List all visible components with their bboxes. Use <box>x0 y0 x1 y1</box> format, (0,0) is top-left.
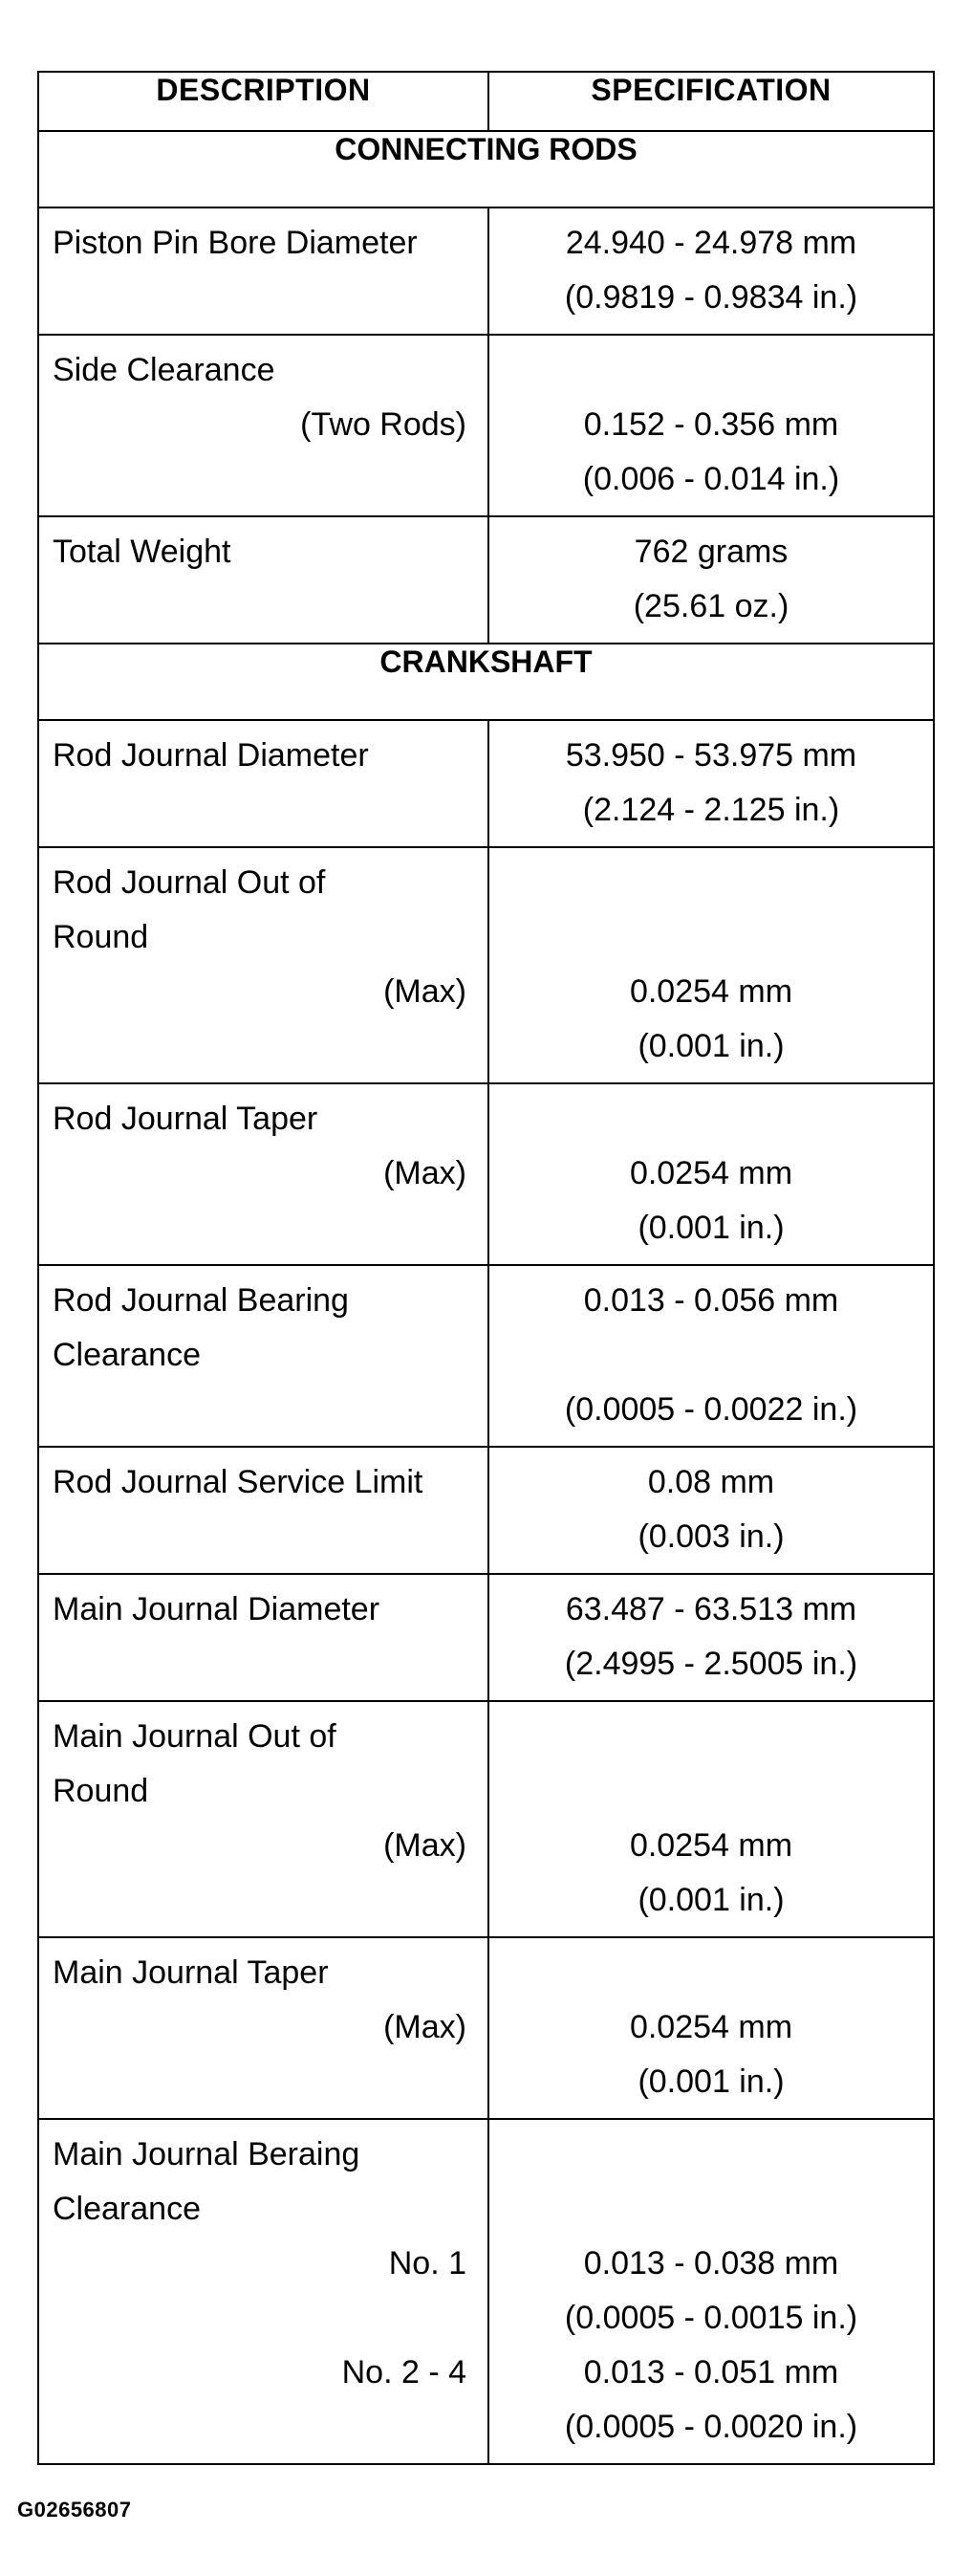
description-line: Round <box>53 1773 149 1809</box>
specification-line: (0.0005 - 0.0022 in.) <box>564 1391 858 1428</box>
table-header-row <box>38 72 934 131</box>
specification-line <box>489 1764 933 1819</box>
specification-cell <box>488 1447 934 1574</box>
description-cell <box>38 1447 488 1574</box>
description-line: Piston Pin Bore Diameter <box>53 225 418 261</box>
description-line: No. 2 - 4 <box>341 2354 466 2390</box>
specification-line: 63.487 - 63.513 mm <box>565 1591 857 1627</box>
figure-id: G02656807 <box>17 2498 132 2521</box>
description-line: Rod Journal Bearing <box>53 1282 349 1319</box>
description-line: Clearance <box>53 1337 201 1373</box>
specification-line <box>489 910 933 965</box>
description-line: Clearance <box>53 2191 201 2227</box>
description-line: Main Journal Out of <box>53 1718 336 1755</box>
specification-line <box>489 2182 933 2237</box>
table-row <box>38 1083 934 1265</box>
specification-cell <box>488 207 934 335</box>
specification-cell <box>488 1701 934 1937</box>
specification-cell <box>488 720 934 847</box>
description-line: Main Journal Beraing <box>53 2136 360 2172</box>
description-line: (Max) <box>383 973 466 1010</box>
description-cell <box>38 720 488 847</box>
table-row <box>38 1574 934 1701</box>
specification-line <box>489 2128 933 2182</box>
description-line: (Two Rods) <box>300 406 466 443</box>
specification-line <box>489 1328 933 1383</box>
description-cell <box>38 516 488 644</box>
specification-cell <box>488 2119 934 2464</box>
specification-line: (0.0005 - 0.0015 in.) <box>564 2300 858 2336</box>
specification-line: (2.4995 - 2.5005 in.) <box>564 1646 858 1682</box>
specification-line: 0.0254 mm <box>629 1827 793 1864</box>
column-header-description: DESCRIPTION <box>38 72 488 131</box>
specification-line: (0.001 in.) <box>638 1210 785 1246</box>
description-cell <box>38 1937 488 2119</box>
description-cell <box>38 2119 488 2464</box>
specification-cell <box>488 516 934 644</box>
specification-line <box>489 343 933 398</box>
specification-line: (25.61 oz.) <box>633 588 789 624</box>
specification-line <box>489 856 933 910</box>
specification-cell <box>488 1937 934 2119</box>
specification-line: (0.001 in.) <box>638 2063 785 2100</box>
section-header-row <box>38 131 934 207</box>
table-row <box>38 720 934 847</box>
description-line: Rod Journal Taper <box>53 1101 318 1137</box>
specification-line <box>489 1710 933 1764</box>
description-cell <box>38 207 488 335</box>
description-line: Side Clearance <box>53 352 275 388</box>
specification-line: 762 grams <box>634 534 789 570</box>
table-row <box>38 335 934 516</box>
specification-line: (0.003 in.) <box>638 1518 785 1555</box>
specification-line: 0.152 - 0.356 mm <box>583 406 839 443</box>
specification-cell <box>488 1083 934 1265</box>
specification-cell <box>488 1574 934 1701</box>
specification-line: (0.006 - 0.014 in.) <box>582 461 840 497</box>
table-row <box>38 847 934 1083</box>
specification-line <box>489 1946 933 2000</box>
table-body <box>38 131 934 2464</box>
description-line: Round <box>53 919 149 955</box>
description-line: Rod Journal Out of <box>53 864 326 901</box>
specification-line: 24.940 - 24.978 mm <box>565 225 857 261</box>
description-line: Total Weight <box>53 534 231 570</box>
specification-line: (0.001 in.) <box>638 1028 785 1064</box>
specification-cell <box>488 847 934 1083</box>
specification-line: 0.0254 mm <box>629 1155 793 1191</box>
table-row <box>38 207 934 335</box>
section-title: CONNECTING RODS <box>38 131 934 207</box>
description-line: Rod Journal Diameter <box>53 737 369 774</box>
table-row <box>38 516 934 644</box>
description-cell <box>38 1574 488 1701</box>
section-header-row <box>38 644 934 720</box>
specification-line: (0.001 in.) <box>638 1882 785 1918</box>
description-line <box>39 2291 487 2346</box>
specification-line: (0.0005 - 0.0020 in.) <box>564 2409 858 2445</box>
specification-line <box>489 1092 933 1146</box>
table-row <box>38 1701 934 1937</box>
specification-line: 0.013 - 0.056 mm <box>583 1282 839 1319</box>
description-cell <box>38 847 488 1083</box>
specification-line: 0.013 - 0.038 mm <box>583 2245 839 2281</box>
description-line: (Max) <box>383 2009 466 2045</box>
description-line: Rod Journal Service Limit <box>53 1464 423 1500</box>
specification-line: (2.124 - 2.125 in.) <box>582 792 840 828</box>
description-line: Main Journal Diameter <box>53 1591 380 1627</box>
description-cell <box>38 335 488 516</box>
specification-table <box>37 71 935 2465</box>
description-line: Main Journal Taper <box>53 1954 329 1991</box>
description-line: (Max) <box>383 1155 466 1191</box>
section-title: CRANKSHAFT <box>38 644 934 720</box>
column-header-specification: SPECIFICATION <box>488 72 934 131</box>
specification-line: 0.0254 mm <box>629 973 793 1010</box>
description-cell <box>38 1701 488 1937</box>
specification-line: 53.950 - 53.975 mm <box>565 737 857 774</box>
table-row <box>38 1447 934 1574</box>
description-cell <box>38 1265 488 1447</box>
specification-cell <box>488 1265 934 1447</box>
table-row <box>38 2119 934 2464</box>
description-line: (Max) <box>383 1827 466 1864</box>
specification-line: 0.08 mm <box>647 1464 775 1500</box>
table-row <box>38 1265 934 1447</box>
table-row <box>38 1937 934 2119</box>
specification-cell <box>488 335 934 516</box>
description-cell <box>38 1083 488 1265</box>
specification-line: 0.0254 mm <box>629 2009 793 2045</box>
description-line: No. 1 <box>388 2245 466 2281</box>
specification-line: (0.9819 - 0.9834 in.) <box>564 279 858 316</box>
specification-line: 0.013 - 0.051 mm <box>583 2354 839 2390</box>
